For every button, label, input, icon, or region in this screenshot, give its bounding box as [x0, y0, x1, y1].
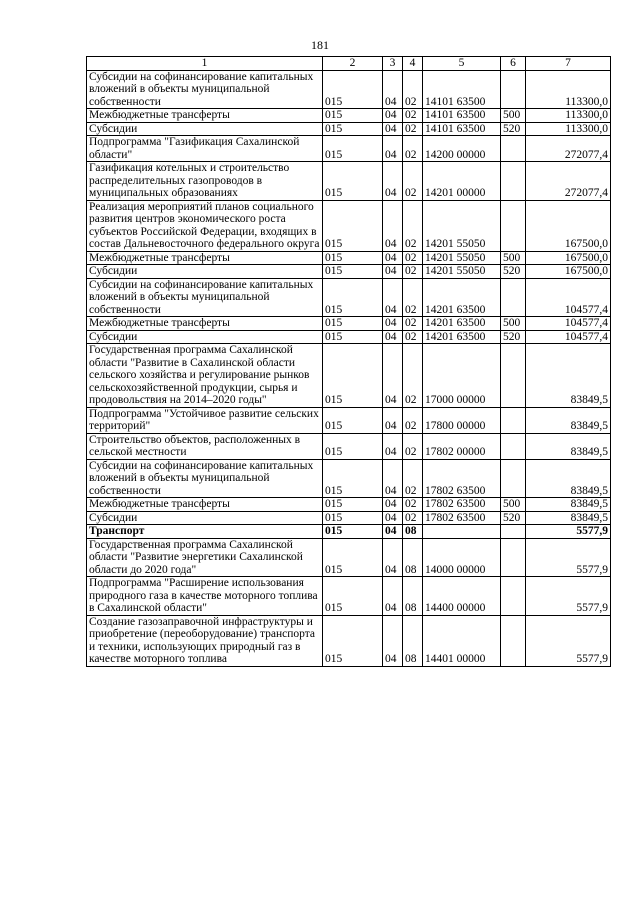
target-article: 17800 00000	[423, 407, 501, 433]
section-code: 04	[383, 251, 403, 265]
expense-type: 500	[501, 251, 526, 265]
target-article: 14201 63500	[423, 278, 501, 317]
table-row	[87, 136, 611, 162]
section-code: 04	[383, 525, 403, 539]
section-code: 04	[383, 433, 403, 459]
section-code: 04	[383, 538, 403, 577]
table-row	[87, 433, 611, 459]
expense-type	[501, 433, 526, 459]
target-article: 17802 63500	[423, 498, 501, 512]
subsection-code: 02	[403, 109, 423, 123]
row-name: Создание газозаправочной инфраструктуры и приобретение (переоборудование) транспорта и техники, использующих природный газ в качестве моторного топлива	[87, 615, 323, 666]
section-code: 04	[383, 109, 403, 123]
column-header: 4	[403, 57, 423, 71]
amount: 5577,9	[526, 577, 611, 616]
expense-type	[501, 615, 526, 666]
target-article: 14101 63500	[423, 122, 501, 136]
subsection-code: 08	[403, 615, 423, 666]
amount: 272077,4	[526, 136, 611, 162]
target-article: 14201 63500	[423, 317, 501, 331]
target-article: 17802 00000	[423, 433, 501, 459]
row-name: Субсидии	[87, 122, 323, 136]
expense-type: 520	[501, 511, 526, 525]
subsection-code: 02	[403, 278, 423, 317]
table-row	[87, 278, 611, 317]
page-number: 181	[311, 38, 329, 52]
admin-code: 015	[323, 265, 383, 279]
row-name: Строительство объектов, расположенных в сельской местности	[87, 433, 323, 459]
subsection-code: 02	[403, 407, 423, 433]
expense-type	[501, 70, 526, 109]
expense-type	[501, 200, 526, 251]
target-article: 14101 63500	[423, 70, 501, 109]
amount: 104577,4	[526, 317, 611, 331]
subsection-code: 02	[403, 498, 423, 512]
amount: 113300,0	[526, 70, 611, 109]
row-name: Реализация мероприятий планов социального развития центров экономического роста субъектов Российской Федерации, входящих в состав Дальневосточного федерального округа	[87, 200, 323, 251]
subsection-code: 08	[403, 577, 423, 616]
subsection-code: 02	[403, 122, 423, 136]
expense-type	[501, 136, 526, 162]
row-name: Субсидии	[87, 265, 323, 279]
row-name: Субсидии	[87, 511, 323, 525]
amount: 167500,0	[526, 251, 611, 265]
amount: 83849,5	[526, 511, 611, 525]
column-header: 5	[423, 57, 501, 71]
row-name: Межбюджетные трансферты	[87, 317, 323, 331]
section-code: 04	[383, 136, 403, 162]
target-article: 14201 55050	[423, 200, 501, 251]
section-code: 04	[383, 615, 403, 666]
row-name: Межбюджетные трансферты	[87, 498, 323, 512]
subsection-code: 02	[403, 511, 423, 525]
subsection-code: 02	[403, 459, 423, 498]
subsection-code: 02	[403, 433, 423, 459]
expense-type: 520	[501, 330, 526, 344]
amount: 104577,4	[526, 278, 611, 317]
section-code: 04	[383, 511, 403, 525]
subsection-code: 02	[403, 136, 423, 162]
column-header: 6	[501, 57, 526, 71]
admin-code: 015	[323, 317, 383, 331]
amount: 83849,5	[526, 433, 611, 459]
section-code: 04	[383, 344, 403, 408]
table-row	[87, 538, 611, 577]
subsection-code: 02	[403, 265, 423, 279]
target-article: 14201 63500	[423, 330, 501, 344]
subsection-code: 02	[403, 200, 423, 251]
subsection-code: 02	[403, 70, 423, 109]
table-row	[87, 498, 611, 512]
amount: 167500,0	[526, 265, 611, 279]
subsection-code: 02	[403, 330, 423, 344]
section-code: 04	[383, 265, 403, 279]
section-code: 04	[383, 122, 403, 136]
target-article: 14101 63500	[423, 109, 501, 123]
row-name: Транспорт	[87, 525, 323, 539]
table-row	[87, 200, 611, 251]
amount: 5577,9	[526, 538, 611, 577]
admin-code: 015	[323, 344, 383, 408]
subsection-code: 08	[403, 538, 423, 577]
row-name: Подпрограмма "Газификация Сахалинской области"	[87, 136, 323, 162]
target-article: 17802 63500	[423, 459, 501, 498]
admin-code: 015	[323, 498, 383, 512]
table-row	[87, 407, 611, 433]
section-code: 04	[383, 330, 403, 344]
target-article: 14000 00000	[423, 538, 501, 577]
expense-type: 520	[501, 122, 526, 136]
amount: 5577,9	[526, 525, 611, 539]
subsection-code: 02	[403, 344, 423, 408]
row-name: Субсидии на софинансирование капитальных вложений в объекты муниципальной собственности	[87, 459, 323, 498]
admin-code: 015	[323, 70, 383, 109]
expense-type	[501, 459, 526, 498]
target-article: 14200 00000	[423, 136, 501, 162]
expense-type	[501, 344, 526, 408]
admin-code: 015	[323, 122, 383, 136]
section-code: 04	[383, 70, 403, 109]
admin-code: 015	[323, 511, 383, 525]
expense-type: 500	[501, 498, 526, 512]
target-article: 14201 55050	[423, 265, 501, 279]
target-article	[423, 525, 501, 539]
amount: 104577,4	[526, 330, 611, 344]
budget-table	[86, 56, 611, 667]
row-name: Подпрограмма "Устойчивое развитие сельских территорий"	[87, 407, 323, 433]
table-row	[87, 70, 611, 109]
row-name: Межбюджетные трансферты	[87, 109, 323, 123]
table-row	[87, 615, 611, 666]
admin-code: 015	[323, 433, 383, 459]
section-code: 04	[383, 200, 403, 251]
table-row	[87, 330, 611, 344]
table-row	[87, 122, 611, 136]
admin-code: 015	[323, 538, 383, 577]
table-row	[87, 525, 611, 539]
column-header: 7	[526, 57, 611, 71]
section-code: 04	[383, 317, 403, 331]
expense-type: 500	[501, 109, 526, 123]
column-header: 2	[323, 57, 383, 71]
row-name: Субсидии	[87, 330, 323, 344]
table-row	[87, 317, 611, 331]
section-code: 04	[383, 162, 403, 201]
expense-type	[501, 162, 526, 201]
target-article: 17000 00000	[423, 344, 501, 408]
expense-type	[501, 407, 526, 433]
section-code: 04	[383, 407, 403, 433]
row-name: Государственная программа Сахалинской области "Развитие энергетики Сахалинской области до 2020 года"	[87, 538, 323, 577]
amount: 83849,5	[526, 459, 611, 498]
table-row	[87, 459, 611, 498]
admin-code: 015	[323, 615, 383, 666]
table-row	[87, 511, 611, 525]
row-name: Государственная программа Сахалинской области "Развитие в Сахалинской области сельского хозяйства и регулирование рынков сельскохозяйственной продукции, сырья и продовольствия на 2014–2020 годы"	[87, 344, 323, 408]
expense-type: 520	[501, 265, 526, 279]
table-row	[87, 251, 611, 265]
table-row	[87, 162, 611, 201]
section-code: 04	[383, 459, 403, 498]
amount: 83849,5	[526, 498, 611, 512]
expense-type	[501, 525, 526, 539]
amount: 5577,9	[526, 615, 611, 666]
table-row	[87, 109, 611, 123]
subsection-code: 08	[403, 525, 423, 539]
target-article: 14400 00000	[423, 577, 501, 616]
target-article: 14201 00000	[423, 162, 501, 201]
admin-code: 015	[323, 109, 383, 123]
amount: 83849,5	[526, 407, 611, 433]
table-row	[87, 577, 611, 616]
admin-code: 015	[323, 200, 383, 251]
admin-code: 015	[323, 136, 383, 162]
amount: 272077,4	[526, 162, 611, 201]
section-code: 04	[383, 577, 403, 616]
amount: 113300,0	[526, 122, 611, 136]
column-header: 3	[383, 57, 403, 71]
target-article: 17802 63500	[423, 511, 501, 525]
column-header: 1	[87, 57, 323, 71]
subsection-code: 02	[403, 317, 423, 331]
admin-code: 015	[323, 251, 383, 265]
expense-type	[501, 278, 526, 317]
section-code: 04	[383, 498, 403, 512]
row-name: Подпрограмма "Расширение использования природного газа в качестве моторного топлива в Сахалинской области"	[87, 577, 323, 616]
admin-code: 015	[323, 525, 383, 539]
target-article: 14201 55050	[423, 251, 501, 265]
section-code: 04	[383, 278, 403, 317]
subsection-code: 02	[403, 251, 423, 265]
expense-type	[501, 538, 526, 577]
admin-code: 015	[323, 162, 383, 201]
admin-code: 015	[323, 577, 383, 616]
subsection-code: 02	[403, 162, 423, 201]
row-name: Газификация котельных и строительство распределительных газопроводов в муниципальных образованиях	[87, 162, 323, 201]
table-row	[87, 344, 611, 408]
expense-type: 500	[501, 317, 526, 331]
row-name: Субсидии на софинансирование капитальных вложений в объекты муниципальной собственности	[87, 70, 323, 109]
row-name: Субсидии на софинансирование капитальных вложений в объекты муниципальной собственности	[87, 278, 323, 317]
admin-code: 015	[323, 407, 383, 433]
amount: 113300,0	[526, 109, 611, 123]
target-article: 14401 00000	[423, 615, 501, 666]
admin-code: 015	[323, 459, 383, 498]
amount: 83849,5	[526, 344, 611, 408]
header-row	[87, 57, 611, 71]
amount: 167500,0	[526, 200, 611, 251]
expense-type	[501, 577, 526, 616]
admin-code: 015	[323, 330, 383, 344]
row-name: Межбюджетные трансферты	[87, 251, 323, 265]
admin-code: 015	[323, 278, 383, 317]
table-row	[87, 265, 611, 279]
